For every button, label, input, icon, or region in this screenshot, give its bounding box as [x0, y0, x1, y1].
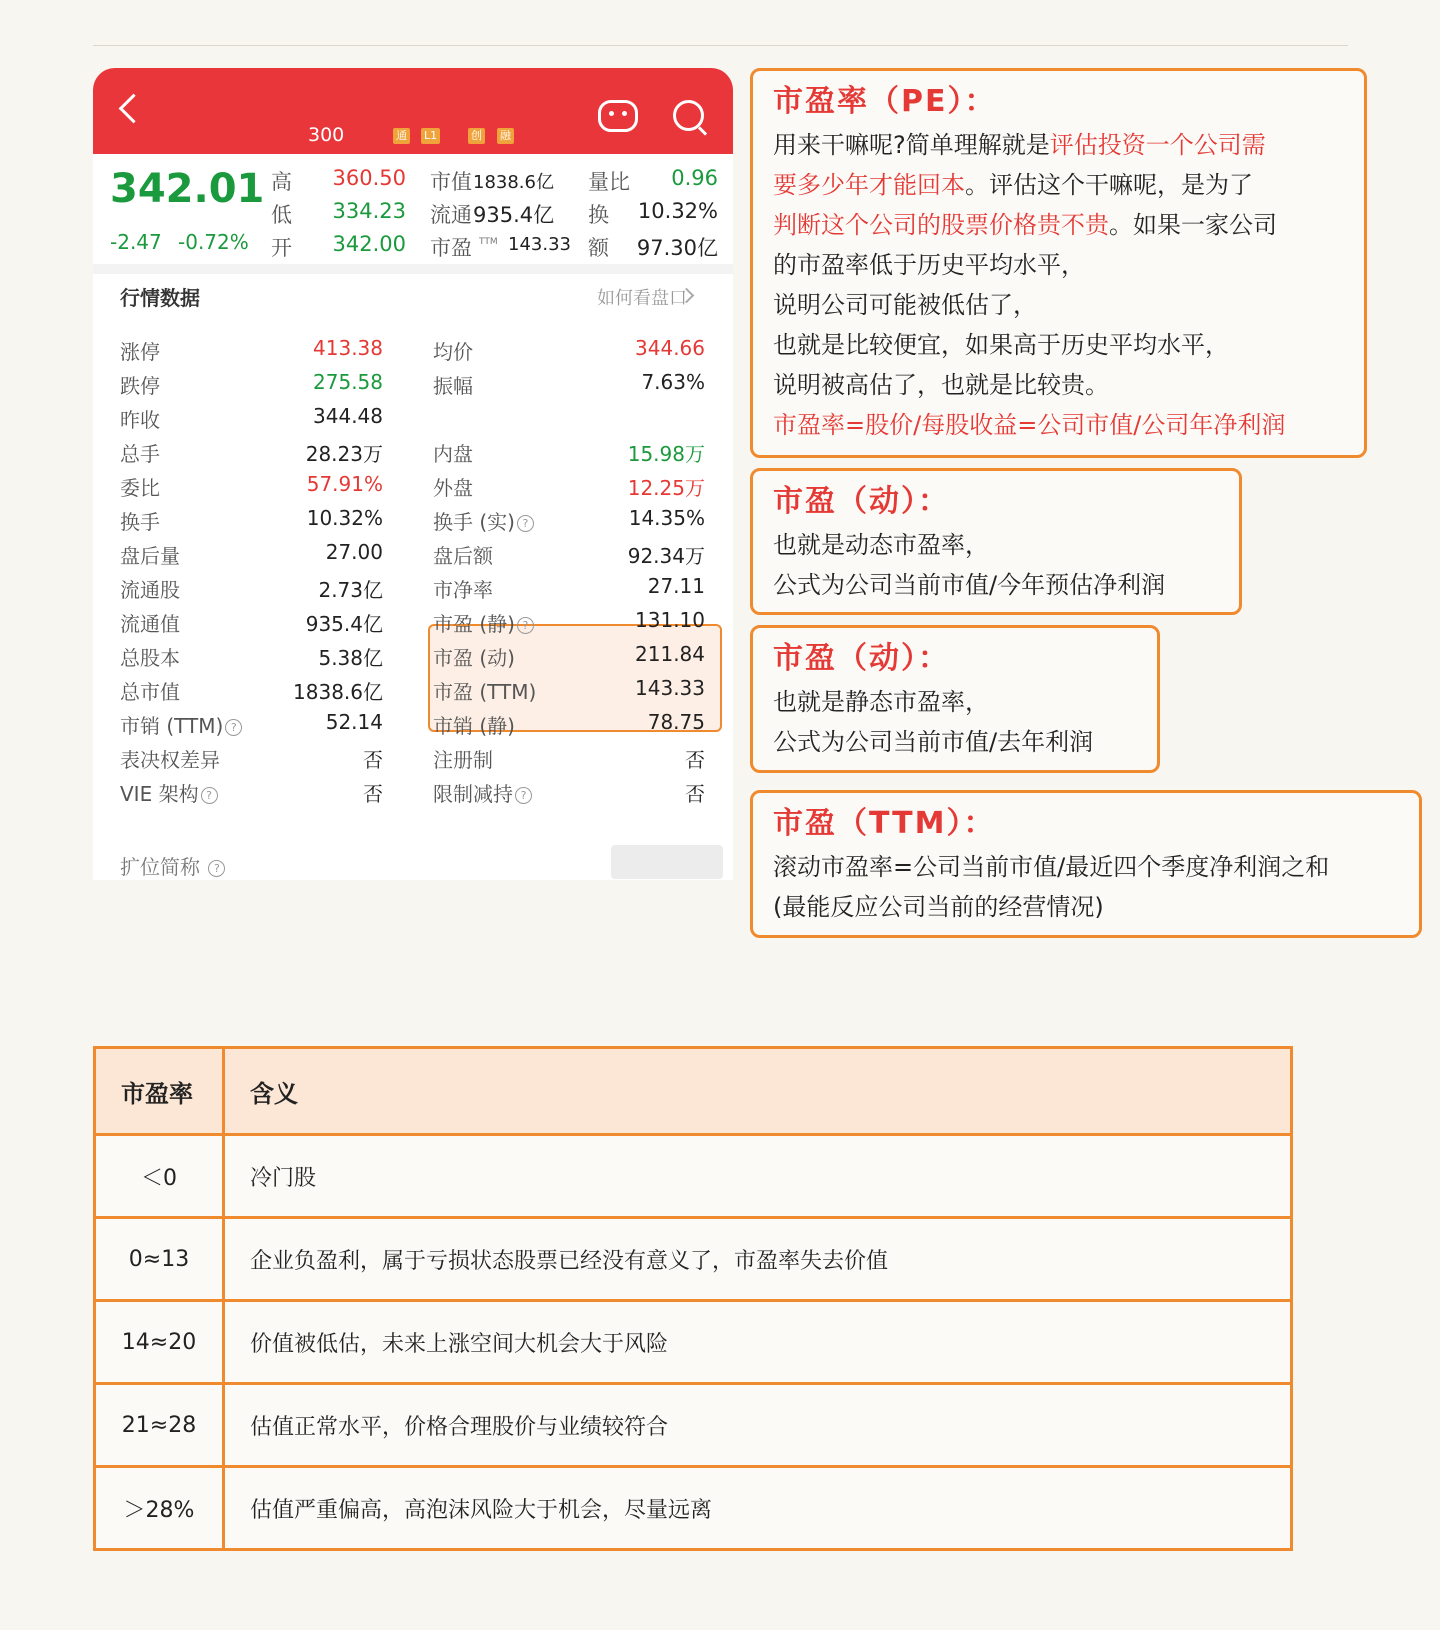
quote-label-market-cap: 市值	[430, 170, 472, 194]
metric-label: 盘后量	[120, 544, 180, 568]
metric-value: 否	[363, 748, 383, 772]
pe-highlight-text: 判断这个公司的股票价格贵不贵	[773, 211, 1109, 239]
metric-label: 换手 (实)	[433, 510, 515, 534]
metric-label: VIE 架构	[120, 782, 199, 806]
pe-meaning: 估值严重偏高，高泡沫风险大于机会，尽量远离	[224, 1467, 1292, 1550]
metric-value: 10.32%	[306, 506, 383, 530]
section-separator	[93, 264, 733, 274]
quote-label-turnover: 换	[588, 203, 609, 227]
ttm-pe-box	[750, 790, 1422, 938]
tag-rong: 融	[497, 128, 514, 144]
metric-value: 131.10	[635, 608, 705, 632]
metric-value: 15.98万	[627, 442, 705, 466]
dynamic-pe-line: 也就是动态市盈率，	[773, 531, 989, 559]
pe-range-table	[93, 1046, 1293, 1551]
metric-label: 市盈 (静)	[433, 612, 515, 636]
metric-label: 总市值	[120, 680, 180, 704]
metric-value: 78.75	[647, 710, 705, 734]
quote-panel	[93, 154, 733, 264]
quote-value-pe: 143.33	[508, 234, 571, 255]
price-change-pct: -0.72%	[178, 230, 249, 254]
tag-l1: L1	[421, 128, 440, 144]
pe-line: 说明公司可能被低估了，	[773, 291, 1037, 319]
dynamic-pe-title: 市盈（动）：	[773, 484, 950, 519]
help-icon[interactable]: ?	[517, 515, 534, 532]
blurred-value	[611, 845, 723, 879]
pe-line: 说明被高估了，也就是比较贵。	[773, 371, 1109, 399]
pe-meaning: 价值被低估，未来上涨空间大机会大于风险	[224, 1301, 1292, 1384]
pe-line: 也就是比较便宜，如果高于历史平均水平，	[773, 331, 1229, 359]
table-row	[95, 1301, 1292, 1384]
metric-label: 跌停	[120, 374, 160, 398]
quote-value-open: 342.00	[332, 232, 406, 256]
market-data-title: 行情数据	[120, 286, 200, 310]
metric-label: 换手	[120, 510, 160, 534]
metric-value: 否	[685, 782, 705, 806]
metric-value: 935.4亿	[305, 612, 383, 636]
stock-code: 300	[308, 124, 345, 146]
metric-value: 否	[363, 782, 383, 806]
metric-label: 限制减持	[433, 782, 513, 806]
ttm-pe-formula: 滚动市盈率=公司当前市值/最近四个季度净利润之和	[773, 853, 1330, 881]
pe-text: 。如果一家公司	[1109, 211, 1277, 239]
metric-label: 振幅	[433, 374, 473, 398]
header-pe: 市盈率	[95, 1048, 224, 1135]
top-divider	[93, 45, 1348, 46]
metric-value: 275.58	[313, 370, 383, 394]
metric-value: 5.38亿	[318, 646, 383, 670]
help-icon[interactable]: ?	[225, 719, 242, 736]
metric-value: 92.34万	[627, 544, 705, 568]
metric-value: 57.91%	[306, 472, 383, 496]
metric-value: 27.11	[647, 574, 705, 598]
pe-text: 。评估这个干嘛呢，是为了	[965, 171, 1253, 199]
help-icon[interactable]: ?	[515, 787, 532, 804]
tag-chuang: 创	[468, 128, 485, 144]
quote-label-float: 流通	[430, 203, 472, 227]
dynamic-pe-box	[750, 468, 1242, 615]
static-pe-line: 也就是静态市盈率，	[773, 688, 989, 716]
pe-range: 14≈20	[95, 1301, 224, 1384]
pe-line	[773, 125, 1344, 165]
quote-value-market-cap: 1838.6亿	[473, 172, 554, 193]
quote-label-volume-ratio: 量比	[588, 170, 630, 194]
table-row	[95, 1384, 1292, 1467]
dynamic-pe-formula: 公式为公司当前市值/今年预估净利润	[773, 571, 1166, 599]
ttm-pe-note: (最能反应公司当前的经营情况)	[773, 893, 1104, 921]
metric-value: 12.25万	[627, 476, 705, 500]
table-header-row	[95, 1048, 1292, 1135]
pe-range: 21≈28	[95, 1384, 224, 1467]
metric-label: 市盈 (TTM)	[433, 680, 537, 704]
quote-label-high: 高	[271, 170, 292, 194]
static-pe-title: 市盈（动）：	[773, 641, 950, 676]
pe-title: 市盈率（PE）：	[773, 84, 997, 119]
metric-label: 流通值	[120, 612, 180, 636]
metric-label: 总手	[120, 442, 160, 466]
search-icon[interactable]	[673, 100, 704, 131]
metric-label: 总股本	[120, 646, 180, 670]
pe-line	[773, 205, 1344, 245]
header-meaning: 含义	[224, 1048, 1292, 1135]
pe-line	[773, 165, 1344, 205]
pe-formula: 市盈率=股价/每股收益=公司市值/公司年净利润	[773, 411, 1286, 439]
pe-definition-box	[750, 68, 1367, 458]
quote-value-volume-ratio: 0.96	[671, 166, 718, 190]
quote-label-low: 低	[271, 203, 292, 227]
metric-label: 均价	[433, 340, 473, 364]
stock-app-screenshot	[93, 68, 733, 880]
metric-label: 盘后额	[433, 544, 493, 568]
table-row	[95, 1135, 1292, 1218]
metric-value: 1838.6亿	[293, 680, 383, 704]
help-icon[interactable]: ?	[208, 860, 225, 877]
expand-short-name-label: 扩位简称	[120, 855, 200, 879]
metric-value: 28.23万	[305, 442, 383, 466]
metric-value: 14.35%	[628, 506, 705, 530]
metric-label: 市净率	[433, 578, 493, 602]
metric-label: 市销 (静)	[433, 714, 515, 738]
table-row	[95, 1467, 1292, 1550]
pe-range: ＞28%	[95, 1467, 224, 1550]
quote-value-low: 334.23	[332, 199, 406, 223]
metric-value: 211.84	[635, 642, 705, 666]
quote-label-open: 开	[271, 236, 292, 260]
pe-text: 用来干嘛呢?简单理解就是	[773, 131, 1050, 159]
quote-value-float: 935.4亿	[473, 203, 555, 227]
metric-value: 344.48	[313, 404, 383, 428]
pe-line: 的市盈率低于历史平均水平，	[773, 251, 1085, 279]
pe-meaning: 冷门股	[224, 1135, 1292, 1218]
ttm-pe-title: 市盈（TTM）：	[773, 806, 996, 841]
help-icon[interactable]: ?	[201, 787, 218, 804]
help-icon[interactable]: ?	[517, 617, 534, 634]
how-to-read-link[interactable]: 如何看盘口	[597, 288, 687, 309]
current-price: 342.01	[110, 166, 265, 212]
quote-label-amount: 额	[588, 236, 609, 260]
static-pe-formula: 公式为公司当前市值/去年利润	[773, 728, 1094, 756]
metric-label: 注册制	[433, 748, 493, 772]
metric-label: 内盘	[433, 442, 473, 466]
metric-value: 52.14	[325, 710, 383, 734]
metric-label: 外盘	[433, 476, 473, 500]
back-arrow-icon[interactable]	[119, 94, 149, 124]
pe-highlight-text: 要多少年才能回本	[773, 171, 965, 199]
metric-value: 2.73亿	[318, 578, 383, 602]
metric-value: 27.00	[325, 540, 383, 564]
metric-label: 昨收	[120, 408, 160, 432]
quote-value-high: 360.50	[332, 166, 406, 190]
metric-label: 涨停	[120, 340, 160, 364]
pe-meaning: 估值正常水平，价格合理股价与业绩较符合	[224, 1384, 1292, 1467]
tag-tong: 通	[393, 128, 410, 144]
pe-range: ＜0	[95, 1135, 224, 1218]
metric-label: 市盈 (动)	[433, 646, 515, 670]
metric-value: 143.33	[635, 676, 705, 700]
metric-label: 流通股	[120, 578, 180, 602]
pe-highlight-text: 评估投资一个公司需	[1049, 131, 1266, 159]
quote-pe-ttm-sup: TTM	[479, 237, 498, 247]
metric-value: 否	[685, 748, 705, 772]
robot-assistant-icon[interactable]	[598, 100, 638, 132]
metric-label: 委比	[120, 476, 160, 500]
app-header	[93, 68, 733, 154]
price-change: -2.47	[110, 230, 162, 254]
metric-value: 7.63%	[641, 370, 705, 394]
quote-value-turnover: 10.32%	[637, 199, 718, 223]
static-pe-box	[750, 625, 1160, 773]
table-row	[95, 1218, 1292, 1301]
quote-label-pe: 市盈	[430, 236, 472, 260]
metric-value: 344.66	[635, 336, 705, 360]
metric-value: 413.38	[313, 336, 383, 360]
expand-short-name	[120, 851, 225, 880]
metric-label: 市销 (TTM)	[120, 714, 224, 738]
metric-label: 表决权差异	[120, 748, 220, 772]
pe-range: 0≈13	[95, 1218, 224, 1301]
pe-meaning: 企业负盈利，属于亏损状态股票已经没有意义了，市盈率失去价值	[224, 1218, 1292, 1301]
quote-value-amount: 97.30亿	[636, 236, 718, 260]
